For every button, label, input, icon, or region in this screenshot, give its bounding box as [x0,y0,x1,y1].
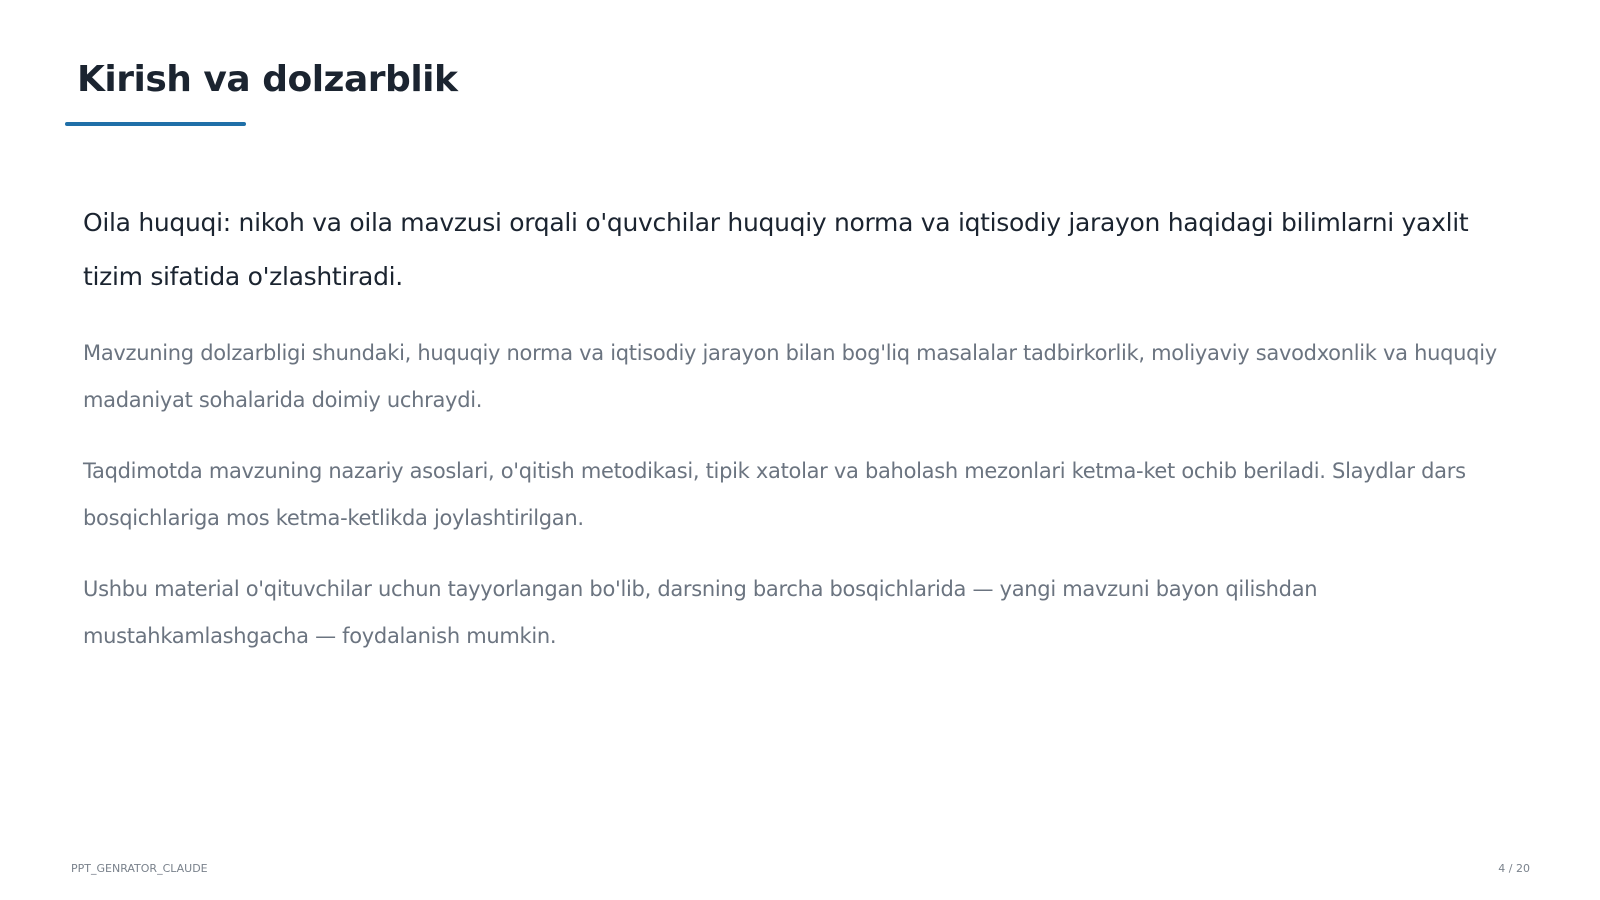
lead-paragraph: Oila huquqi: nikoh va oila mavzusi orqali o'quvchilar huquqiy norma va iqtisodiy jarayon haqidagi bilimlarni yaxlit tizim sifatida o'zlashtiradi. [83,208,1469,291]
page-number: 4 / 20 [1498,862,1530,875]
body-paragraph-audience: Ushbu material o'qituvchilar uchun tayyorlangan bo'lib, darsning barcha bosqichlarida — yangi mavzuni bayon qilishdan mustahkamlashgacha — foydalanish mumkin. [83,577,1318,648]
body-paragraph-structure: Taqdimotda mavzuning nazariy asoslari, o'qitish metodikasi, tipik xatolar va baholash mezonlari ketma-ket ochib beriladi. Slaydlar dars bosqichlariga mos ketma-ketlikda joylashtirilgan. [83,459,1466,530]
slide-content [83,196,1523,684]
title-underline [65,122,246,126]
footer-brand: PPT_GENRATOR_CLAUDE [71,862,208,875]
slide-title: Kirish va dolzarblik [77,59,458,100]
body-paragraph-relevance: Mavzuning dolzarbligi shundaki, huquqiy norma va iqtisodiy jarayon bilan bog'liq masalalar tadbirkorlik, moliyaviy savodxonlik va huquqiy madaniyat sohalarida doimiy uchraydi. [83,341,1497,412]
